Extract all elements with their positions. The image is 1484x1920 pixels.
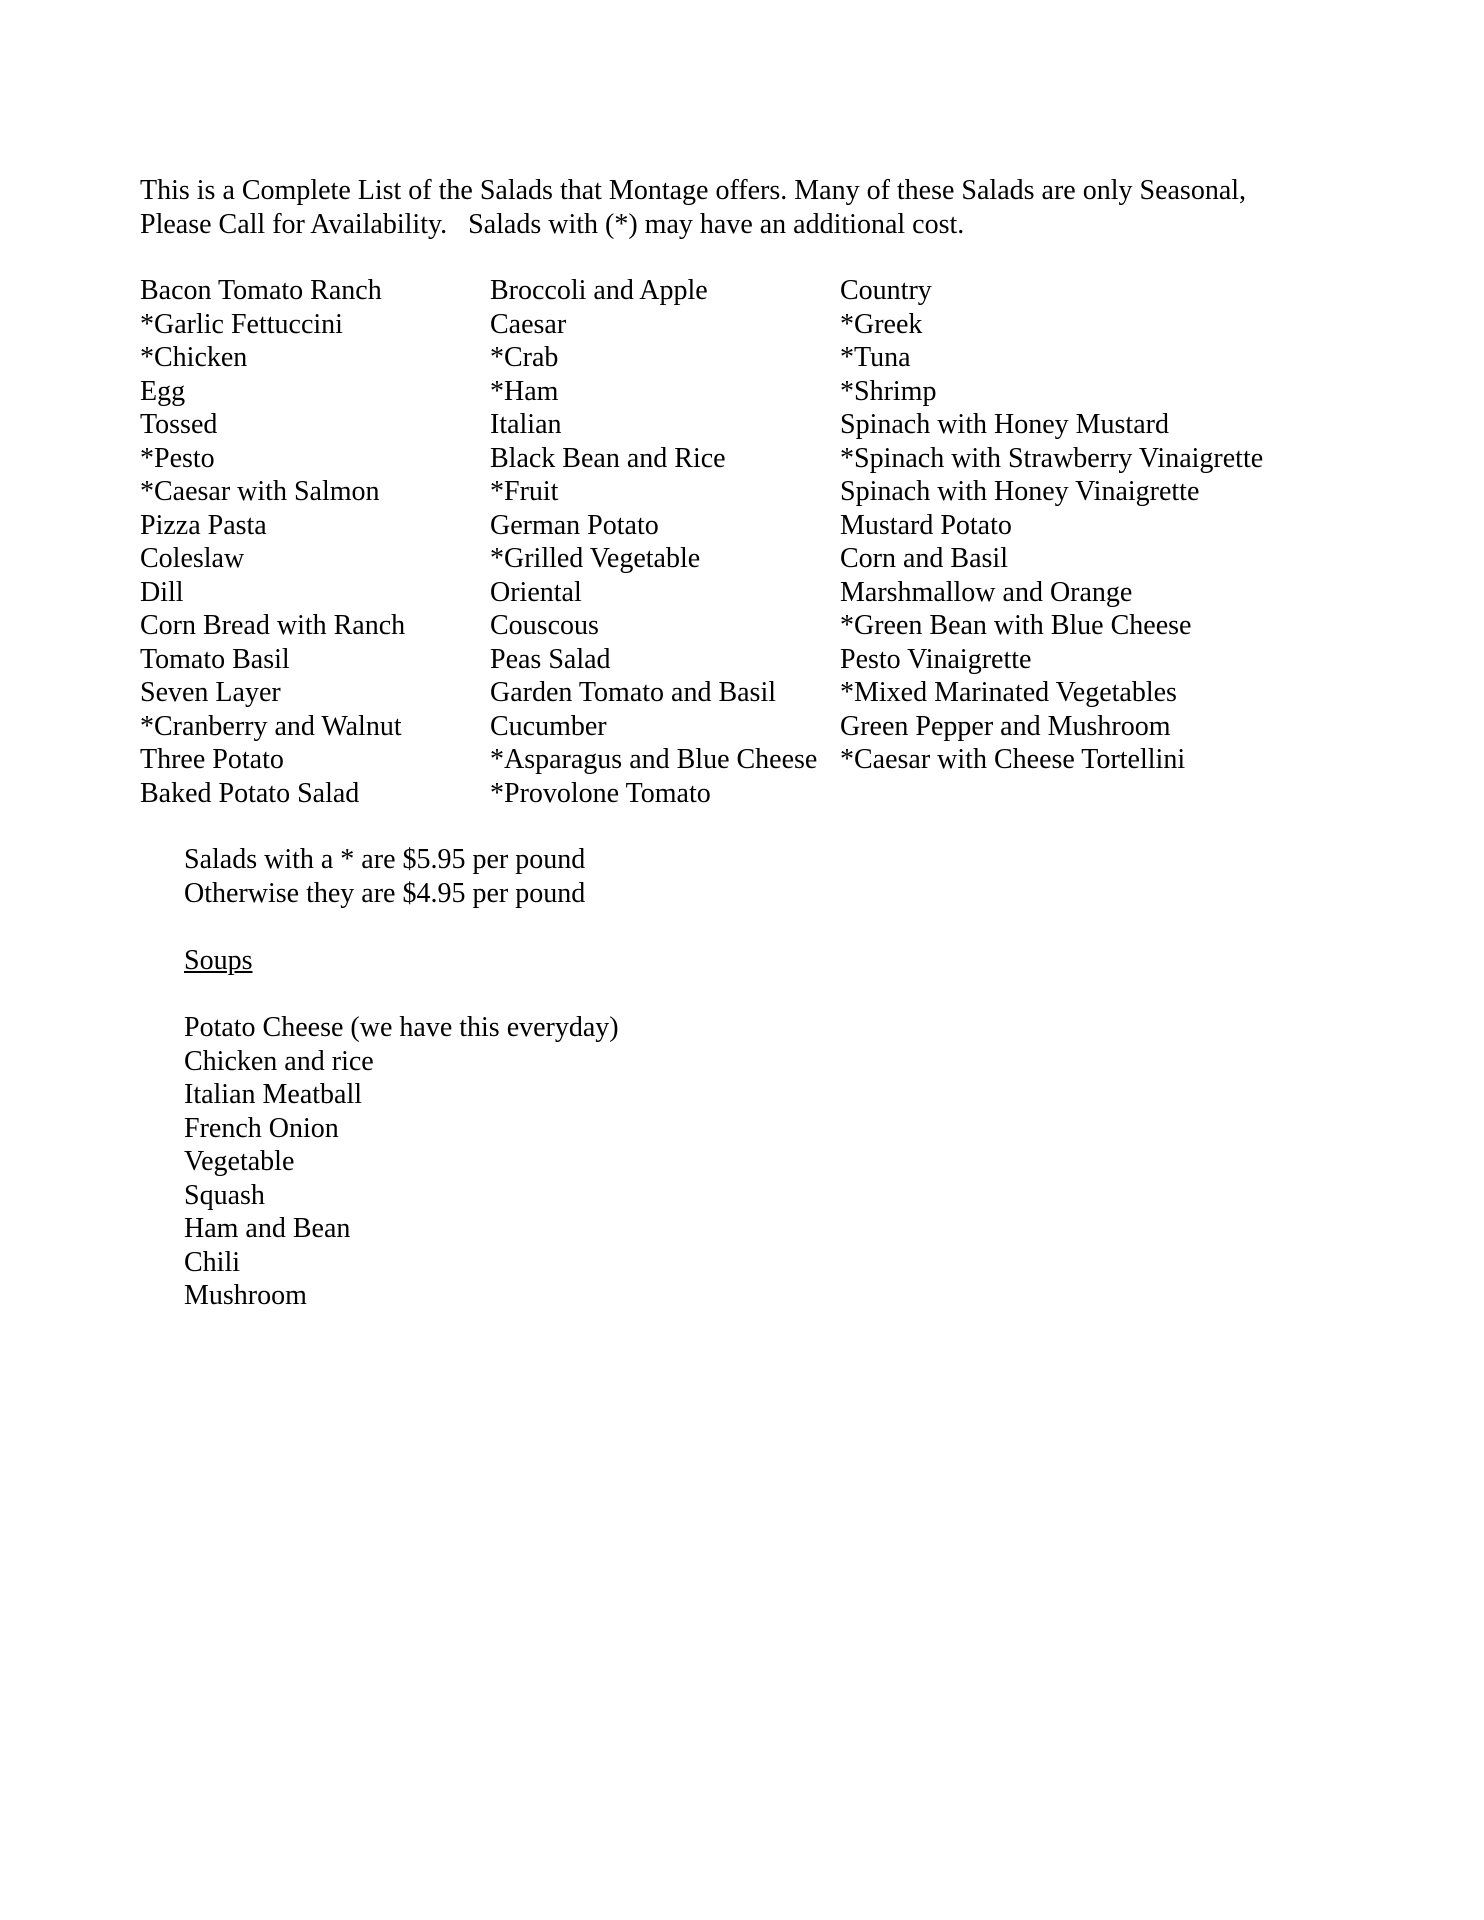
salad-item: *Grilled Vegetable: [490, 543, 701, 574]
salad-item: Oriental: [490, 576, 582, 608]
salad-item: *Chicken: [140, 342, 248, 373]
salad-item: Dill: [140, 576, 184, 608]
soup-item: Italian Meatball: [184, 1079, 363, 1110]
salad-item: Three Potato: [140, 744, 284, 775]
salad-item: Spinach with Honey Mustard: [840, 409, 1169, 440]
intro-paragraph: [140, 174, 1380, 241]
intro-line-2: Please Call for Availability. Salads with (*) may have an additional cost.: [140, 208, 965, 240]
soup-item: Ham and Bean: [184, 1213, 351, 1244]
salad-item: *Ham: [490, 375, 559, 407]
salad-item: *Caesar with Salmon: [140, 476, 380, 507]
salad-item: Seven Layer: [140, 677, 281, 708]
salad-item: Garden Tomato and Basil: [490, 677, 777, 708]
intro-line-1: This is a Complete List of the Salads that Montage offers. Many of these Salads are only Seasonal,: [140, 175, 1247, 206]
salad-item: German Potato: [490, 509, 659, 541]
salad-item: *Fruit: [490, 476, 559, 507]
salad-item: Pesto Vinaigrette: [840, 643, 1032, 675]
soup-item: Squash: [184, 1179, 265, 1211]
salad-column-3: [840, 274, 1263, 777]
pricing-line-regular: Otherwise they are $4.95 per pound: [184, 877, 586, 909]
salad-item: Pizza Pasta: [140, 509, 267, 541]
salad-item: *Cranberry and Walnut: [140, 710, 402, 742]
salad-item: *Provolone Tomato: [490, 777, 711, 809]
salad-column-1: [140, 274, 405, 810]
soup-item: French Onion: [184, 1112, 339, 1144]
salad-item: Spinach with Honey Vinaigrette: [840, 476, 1200, 507]
salad-item: *Asparagus and Blue Cheese: [490, 744, 818, 775]
salad-item: *Caesar with Cheese Tortellini: [840, 744, 1186, 775]
pricing-note: [184, 843, 585, 910]
salad-item: *Mixed Marinated Vegetables: [840, 677, 1177, 708]
soups-heading: Soups: [184, 945, 253, 976]
soup-item: Potato Cheese (we have this everyday): [184, 1012, 619, 1043]
salad-item: Country: [840, 275, 932, 306]
salad-item: Tossed: [140, 409, 218, 440]
salad-item: Black Bean and Rice: [490, 442, 726, 474]
salad-item: Green Pepper and Mushroom: [840, 710, 1171, 742]
salad-item: *Shrimp: [840, 375, 937, 407]
salad-item: Caesar: [490, 308, 567, 340]
salad-item: Peas Salad: [490, 643, 611, 675]
salad-item: *Pesto: [140, 442, 215, 474]
soup-item: Vegetable: [184, 1146, 295, 1177]
salad-item: *Crab: [490, 342, 559, 373]
soup-item: Mushroom: [184, 1280, 307, 1311]
salad-item: Italian: [490, 409, 562, 440]
salad-item: Bacon Tomato Ranch: [140, 275, 382, 306]
salad-item: Broccoli and Apple: [490, 275, 708, 306]
salad-column-2: [490, 274, 817, 810]
salad-item: Baked Potato Salad: [140, 777, 360, 809]
salad-item: *Green Bean with Blue Cheese: [840, 610, 1192, 641]
salad-item: Marshmallow and Orange: [840, 576, 1133, 608]
salad-item: Couscous: [490, 610, 599, 641]
salad-item: *Garlic Fettuccini: [140, 308, 343, 340]
soup-item: Chili: [184, 1246, 241, 1278]
salad-item: Cucumber: [490, 710, 607, 742]
salad-item: Tomato Basil: [140, 643, 290, 675]
salad-item: *Tuna: [840, 342, 911, 373]
salad-item: *Greek: [840, 308, 923, 340]
salad-item: Egg: [140, 375, 186, 407]
salad-item: Corn Bread with Ranch: [140, 610, 406, 641]
salad-item: Mustard Potato: [840, 509, 1012, 541]
pricing-line-starred: Salads with a * are $5.95 per pound: [184, 844, 586, 875]
salad-item: *Spinach with Strawberry Vinaigrette: [840, 442, 1264, 474]
soup-list: [184, 1011, 619, 1313]
salad-item: Corn and Basil: [840, 543, 1008, 574]
salad-item: Coleslaw: [140, 543, 245, 574]
soup-item: Chicken and rice: [184, 1045, 374, 1077]
